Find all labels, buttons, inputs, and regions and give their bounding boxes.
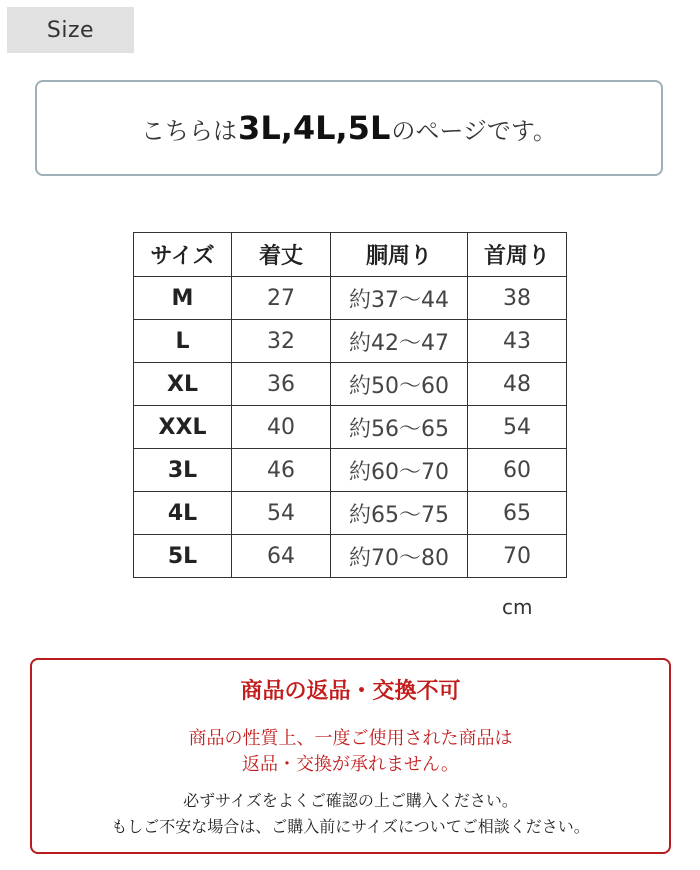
size-chart-table [133,232,567,578]
size-advice-line: 必ずサイズをよくご確認の上ご購入ください。 [183,791,518,810]
header-waist: 胴周り [331,233,468,277]
notice-highlight-sizes: 3L,4L,5L [238,109,391,147]
length-cell: 36 [232,363,331,406]
table-row [134,535,567,578]
return-policy-line: 商品の性質上、一度ご使用された商品は [188,728,513,749]
return-policy-line: 返品・交換が承れません。 [241,754,460,775]
size-cell: 5L [134,535,232,578]
table-header-row [134,233,567,277]
header-neck: 首周り [468,233,567,277]
size-tab: Size [7,7,134,53]
waist-cell: 約50～60 [331,363,468,406]
size-cell: M [134,277,232,320]
length-cell: 27 [232,277,331,320]
table-row [134,449,567,492]
size-advice-line: もしご不安な場合は、ご購入前にサイズについてご相談ください。 [111,817,590,836]
length-cell: 64 [232,535,331,578]
waist-cell: 約60～70 [331,449,468,492]
size-cell: XL [134,363,232,406]
neck-cell: 43 [468,320,567,363]
neck-cell: 60 [468,449,567,492]
neck-cell: 70 [468,535,567,578]
header-length: 着丈 [232,233,331,277]
waist-cell: 約70～80 [331,535,468,578]
unit-label: cm [502,595,533,619]
size-cell: XXL [134,406,232,449]
length-cell: 54 [232,492,331,535]
notice-prefix: こちらは [141,116,238,145]
length-cell: 32 [232,320,331,363]
waist-cell: 約56～65 [331,406,468,449]
size-cell: 4L [134,492,232,535]
header-size: サイズ [134,233,232,277]
size-cell: 3L [134,449,232,492]
waist-cell: 約42～47 [331,320,468,363]
size-advice [32,788,669,840]
return-policy-title: 商品の返品・交換不可 [240,679,461,704]
table-row [134,363,567,406]
size-notice-box [35,80,663,176]
waist-cell: 約37～44 [331,277,468,320]
table-row [134,277,567,320]
table-row [134,406,567,449]
return-policy-box [30,658,671,854]
size-cell: L [134,320,232,363]
return-policy-notice [32,726,669,778]
length-cell: 40 [232,406,331,449]
notice-suffix: のページです。 [391,116,557,145]
length-cell: 46 [232,449,331,492]
waist-cell: 約65～75 [331,492,468,535]
neck-cell: 38 [468,277,567,320]
neck-cell: 48 [468,363,567,406]
table-row [134,320,567,363]
table-row [134,492,567,535]
neck-cell: 54 [468,406,567,449]
neck-cell: 65 [468,492,567,535]
